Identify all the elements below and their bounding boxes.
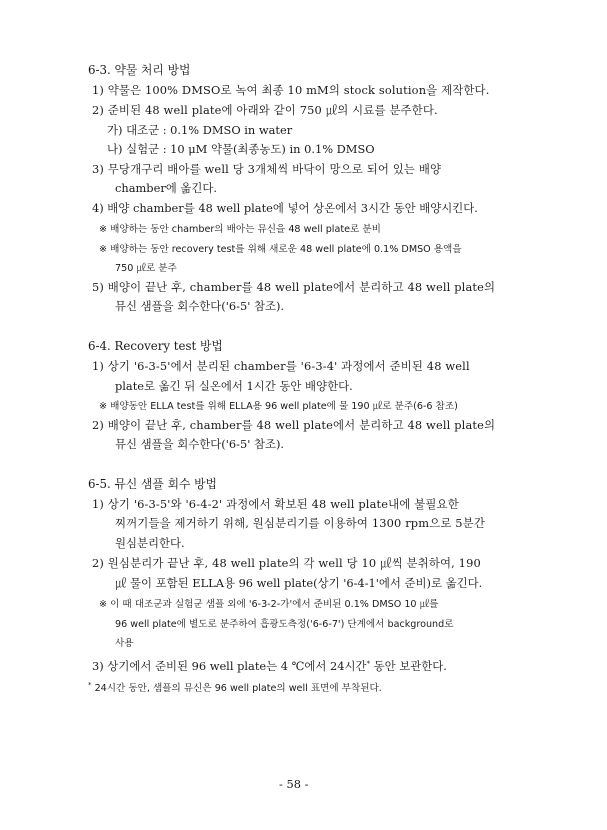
page-number: - 58 - <box>279 777 309 791</box>
footnote-marker: * <box>88 681 92 689</box>
text-line: 나) 실험군 : 10 μM 약물(최종농도) in 0.1% DMSO <box>107 142 375 156</box>
text-line: 2) 준비된 48 well plate에 아래와 같이 750 ㎕의 시료를 분주한다. <box>92 103 438 117</box>
section-heading-6-5: 6-5. 뮤신 샘플 회수 방법 <box>88 477 217 491</box>
text-line: 5) 배양이 끝난 후, chamber를 48 well plate에서 분리하고 48 well plate의 <box>92 280 496 294</box>
text-fragment: 3) 상기에서 준비된 96 well plate는 4 ℃에서 24시간 <box>92 659 367 673</box>
note-line: ※ 배양하는 동안 chamber의 배아는 뮤신을 48 well plate로 분비 <box>99 224 381 235</box>
note-line: ※ 배양하는 동안 recovery test를 위해 새로운 48 well plate에 0.1% DMSO 용액을 <box>99 244 462 255</box>
text-line: ㎕ 물이 포함된 ELLA용 96 well plate(상기 '6-4-1'에서 준비)로 옮긴다. <box>115 576 483 590</box>
text-fragment: 동안 보관한다. <box>373 659 447 673</box>
text-line <box>92 657 447 674</box>
footnote-ref-marker: * <box>366 660 370 668</box>
text-line: plate로 옮긴 뒤 실온에서 1시간 동안 배양한다. <box>115 379 353 393</box>
note-line: 96 well plate에 별도로 분주하여 흡광도측정('6-6-7') 단계에서 background로 <box>115 619 454 630</box>
footnote-text: 24시간 동안, 샘플의 뮤신은 96 well plate의 well 표면에 부착된다. <box>94 683 382 694</box>
footnote <box>88 678 382 696</box>
text-line: 3) 무당개구리 배아를 well 당 3개체씩 바닥이 망으로 되어 있는 배양 <box>92 162 442 176</box>
text-line: 뮤신 샘플을 회수한다('6-5' 참조). <box>115 437 285 451</box>
text-line: 가) 대조군 : 0.1% DMSO in water <box>107 123 293 137</box>
text-line: 2) 원심분리가 끝난 후, 48 well plate의 각 well 당 10 ㎕씩 분취하여, 190 <box>92 556 481 570</box>
note-line: 750 ㎕로 분주 <box>115 263 177 274</box>
text-line: 4) 배양 chamber를 48 well plate에 넣어 상온에서 3시간 동안 배양시킨다. <box>92 201 478 215</box>
text-line: 1) 상기 '6-3-5'와 '6-4-2' 과정에서 확보된 48 well plate내에 불필요한 <box>92 497 459 511</box>
text-line: 원심분리한다. <box>115 536 185 550</box>
section-heading-6-3: 6-3. 약물 처리 방법 <box>88 63 191 77</box>
text-line: 뮤신 샘플을 회수한다('6-5' 참조). <box>115 299 285 313</box>
text-line: 찌꺼기들을 제거하기 위해, 원심분리기를 이용하여 1300 rpm으로 5분간 <box>115 516 485 530</box>
note-line: ※ 이 때 대조군과 실험군 샘플 외에 '6-3-2-가'에서 준비된 0.1% DMSO 10 ㎕를 <box>99 599 439 610</box>
note-line: ※ 배양동안 ELLA test를 위해 ELLA용 96 well plate에 물 190 ㎕로 분주(6-6 참조) <box>99 401 458 412</box>
text-line: 2) 배양이 끝난 후, chamber를 48 well plate에서 분리하고 48 well plate의 <box>92 418 496 432</box>
text-line: chamber에 옮긴다. <box>115 181 218 195</box>
note-line: 사용 <box>115 638 134 649</box>
text-line: 1) 상기 '6-3-5'에서 분리된 chamber를 '6-3-4' 과정에서 준비된 48 well <box>92 359 470 373</box>
text-line: 1) 약물은 100% DMSO로 녹여 최종 10 mM의 stock solution을 제작한다. <box>92 83 490 97</box>
section-heading-6-4: 6-4. Recovery test 방법 <box>88 339 223 353</box>
